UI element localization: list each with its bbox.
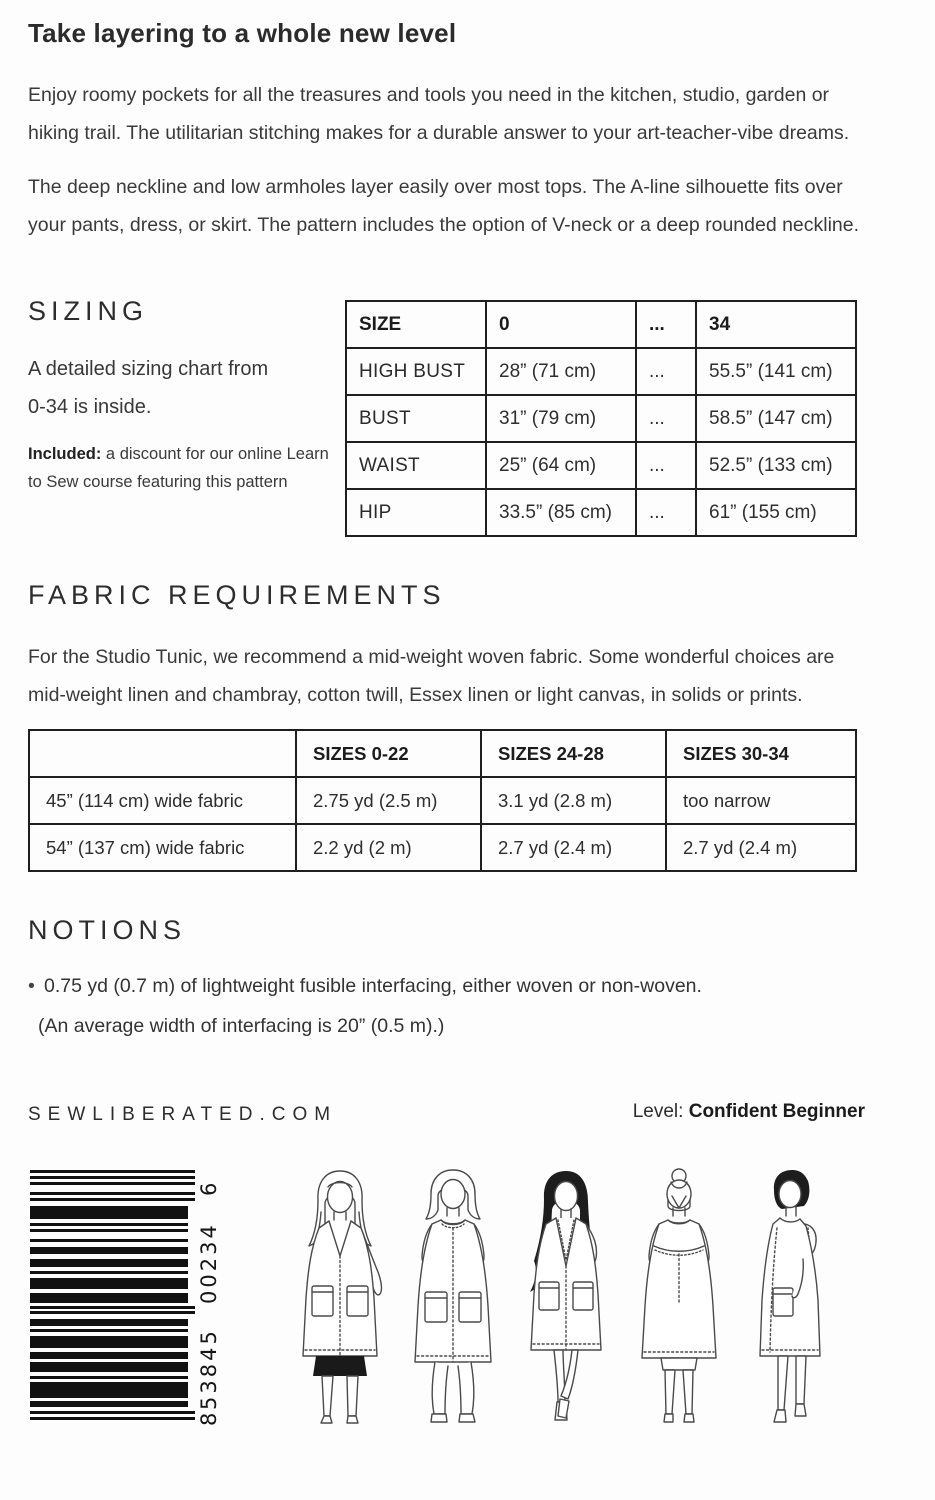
fabric-54-sizes-30-34: 2.7 yd (2.4 m) — [666, 824, 856, 871]
figure-back-view-bun — [624, 1166, 734, 1428]
fabric-45-label: 45” (114 cm) wide fabric — [29, 777, 296, 824]
fabric-54-label: 54” (137 cm) wide fabric — [29, 824, 296, 871]
level-label: Level: — [632, 1101, 684, 1122]
sizing-table — [345, 300, 857, 537]
fabric-54-sizes-0-22: 2.2 yd (2 m) — [296, 824, 481, 871]
fabric-table-header-row — [29, 730, 856, 777]
hip-size34: 61” (155 cm) — [696, 489, 856, 536]
waist-size34: 52.5” (133 cm) — [696, 442, 856, 489]
included-line1 — [28, 440, 329, 468]
figure-side-view-curly-hair — [740, 1166, 844, 1428]
hip-ellipsis: ... — [636, 489, 696, 536]
included-note — [28, 440, 329, 496]
intro-p1-line1: Enjoy roomy pockets for all the treasures and tools you need in the kitchen, studio, garden or — [28, 84, 830, 106]
table-row — [29, 777, 856, 824]
row-label-hip: HIP — [346, 489, 486, 536]
fabric-col-sizes-30-34: SIZES 30-34 — [666, 730, 856, 777]
barcode — [30, 1170, 225, 1431]
waist-size0: 25” (64 cm) — [486, 442, 636, 489]
row-label-high-bust: HIGH BUST — [346, 348, 486, 395]
sizing-heading: SIZING — [28, 296, 149, 326]
fabric-desc-line1: For the Studio Tunic, we recommend a mid-weight woven fabric. Some wonderful choices are — [28, 646, 835, 668]
fabric-table — [28, 729, 857, 872]
level-value: Confident Beginner — [688, 1101, 865, 1122]
barcode-digit-bottom: 8 — [197, 1409, 221, 1426]
barcode-bars — [30, 1170, 195, 1420]
barcode-digit-lower: 53845 — [197, 1328, 221, 1410]
fabric-col-sizes-24-28: SIZES 24-28 — [481, 730, 666, 777]
sizing-table-header-row — [346, 301, 856, 348]
col-size-34: 34 — [696, 301, 856, 348]
figure-front-bob-hair — [398, 1166, 508, 1428]
barcode-digit-top: 6 — [197, 1179, 221, 1196]
fabric-45-sizes-24-28: 3.1 yd (2.8 m) — [481, 777, 666, 824]
barcode-graphic — [30, 1170, 225, 1426]
col-size: SIZE — [346, 301, 486, 348]
bust-size0: 31” (79 cm) — [486, 395, 636, 442]
intro-paragraph-2 — [28, 168, 859, 244]
fabric-45-sizes-30-34: too narrow — [666, 777, 856, 824]
notions-note: (An average width of interfacing is 20” (0.5 m).) — [38, 1015, 445, 1037]
waist-ellipsis: ... — [636, 442, 696, 489]
row-label-bust: BUST — [346, 395, 486, 442]
notions-bullet-text: 0.75 yd (0.7 m) of lightweight fusible interfacing, either woven or non-woven. — [44, 975, 702, 997]
figure-front-long-hair — [288, 1166, 392, 1428]
sizing-desc-line2: 0-34 is inside. — [28, 396, 152, 418]
high-bust-ellipsis: ... — [636, 348, 696, 395]
high-bust-size0: 28” (71 cm) — [486, 348, 636, 395]
intro-p2-line2: your pants, dress, or skirt. The pattern includes the option of V-neck or a deep rounded neckline. — [28, 214, 860, 236]
fabric-desc-line2: mid-weight linen and chambray, cotton twill, Essex linen or light canvas, in solids or prints. — [28, 684, 803, 706]
figure-front-dark-wavy-hair — [514, 1166, 618, 1428]
included-line2: to Sew course featuring this pattern — [28, 473, 288, 491]
fashion-illustrations — [288, 1166, 844, 1428]
col-size-0: 0 — [486, 301, 636, 348]
website-url: SEWLIBERATED.COM — [28, 1104, 338, 1125]
col-ellipsis: ... — [636, 301, 696, 348]
table-row — [346, 395, 856, 442]
hip-size0: 33.5” (85 cm) — [486, 489, 636, 536]
table-row — [346, 348, 856, 395]
high-bust-size34: 55.5” (141 cm) — [696, 348, 856, 395]
headline: Take layering to a whole new level — [28, 18, 457, 48]
intro-p1-line2: hiking trail. The utilitarian stitching makes for a durable answer to your art-teacher-vibe dreams. — [28, 122, 850, 144]
fabric-col-empty — [29, 730, 296, 777]
barcode-digit-upper: 00234 — [197, 1222, 221, 1304]
fabric-description — [28, 638, 834, 714]
fabric-54-sizes-24-28: 2.7 yd (2.4 m) — [481, 824, 666, 871]
sizing-desc-line1: A detailed sizing chart from — [28, 358, 269, 380]
table-row — [29, 824, 856, 871]
barcode-digits — [197, 1180, 221, 1426]
fabric-requirements-heading: FABRIC REQUIREMENTS — [28, 580, 446, 610]
included-text: a discount for our online Learn — [101, 445, 329, 463]
table-row — [346, 442, 856, 489]
fabric-col-sizes-0-22: SIZES 0-22 — [296, 730, 481, 777]
included-label: Included: — [28, 445, 102, 463]
row-label-waist: WAIST — [346, 442, 486, 489]
fabric-45-sizes-0-22: 2.75 yd (2.5 m) — [296, 777, 481, 824]
notions-bullet-item — [28, 975, 702, 998]
bust-size34: 58.5” (147 cm) — [696, 395, 856, 442]
skill-level — [633, 1101, 865, 1123]
bust-ellipsis: ... — [636, 395, 696, 442]
bullet-icon: • — [28, 975, 35, 997]
sizing-description — [28, 350, 268, 426]
notions-heading: NOTIONS — [28, 915, 187, 945]
intro-paragraph-1 — [28, 76, 849, 152]
intro-p2-line1: The deep neckline and low armholes layer easily over most tops. The A-line silhouette fits over — [28, 176, 843, 198]
table-row — [346, 489, 856, 536]
